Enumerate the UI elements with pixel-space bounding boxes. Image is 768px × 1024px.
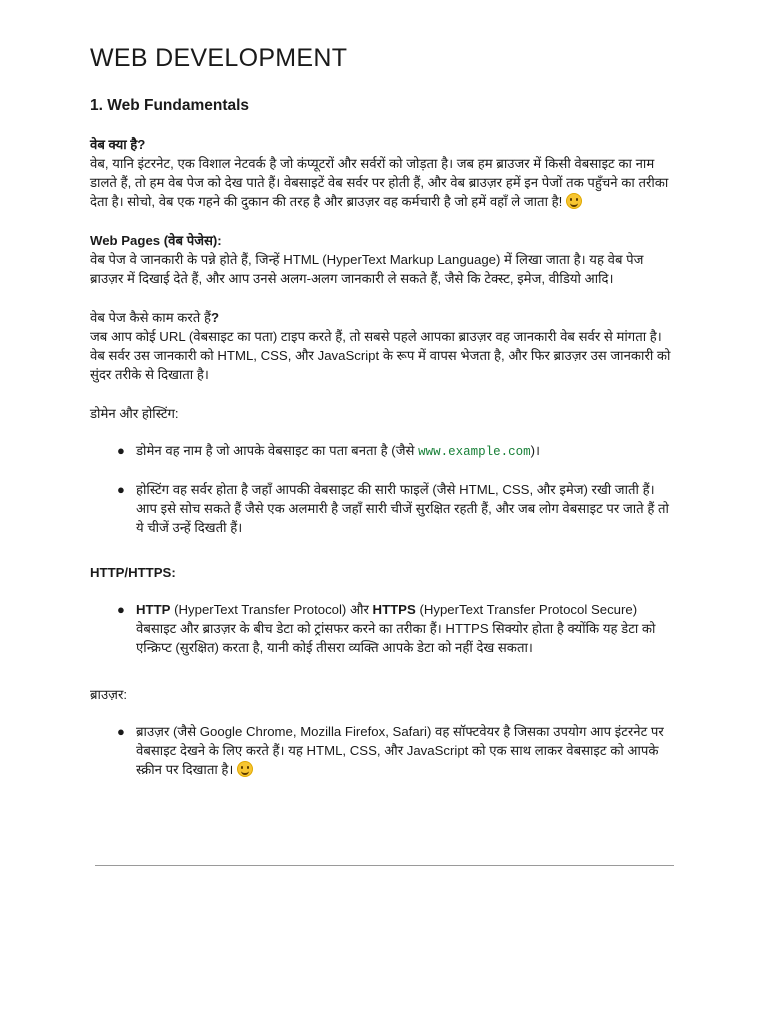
example-url: www.example.com bbox=[418, 445, 531, 459]
how-works-question-mark: ? bbox=[210, 310, 220, 325]
http-term: HTTP bbox=[136, 602, 171, 617]
http-text-2: (HyperText Transfer Protocol Secure) वेबसाइट और ब्राउज़र के बीच डेटा को ट्रांसफर करने का तरीका हैं। HTTPS सिक्योर होता है क्योंकि यह डेटा को एन्क्रिप्ट (सुरक्षित) करता है, यानी कोई तीसरा व्यक्ति आपके डेटा को नहीं देख सकता। bbox=[136, 602, 656, 655]
bullet-icon: ● bbox=[117, 724, 125, 739]
bullet-icon: ● bbox=[117, 482, 125, 497]
browser-heading: ब्राउज़र: bbox=[90, 687, 128, 702]
section-heading: 1. Web Fundamentals bbox=[90, 97, 250, 114]
list-item bbox=[90, 600, 678, 657]
web-what-question: वेब क्या है? bbox=[90, 137, 146, 152]
web-pages-paragraph bbox=[90, 231, 678, 288]
horizontal-divider bbox=[95, 865, 674, 866]
web-what-paragraph bbox=[90, 135, 678, 211]
smiling-face-icon bbox=[237, 761, 253, 777]
http-text-1: (HyperText Transfer Protocol) और bbox=[170, 602, 373, 617]
bullet-icon: ● bbox=[117, 602, 125, 617]
how-works-paragraph bbox=[90, 308, 678, 384]
hosting-bullet-text: होस्टिंग वह सर्वर होता है जहाँ आपकी वेबसाइट की सारी फाइलें (जैसे HTML, CSS, और इमेज) रखी जाती हैं। आप इसे सोच सकते हैं जैसे एक अलमारी है जहाँ सारी चीजें सुरक्षित रहती हैं, और जब लोग वेबसाइट पर जाते हैं तो ये चीजें उन्हें दिखती हैं। bbox=[136, 482, 669, 535]
bullet-icon: ● bbox=[117, 443, 125, 458]
web-pages-text: वेब पेज वे जानकारी के पन्ने होते हैं, जिन्हें HTML (HyperText Markup Language) में लिखा जाता है। यह वेब पेज ब्राउज़र में दिखाई देते हैं, और आप उनसे अलग-अलग जानकारी ले सकते हैं, जैसे कि टेक्स्ट, इमेज, वीडियो आदि। bbox=[90, 252, 644, 286]
list-item bbox=[90, 480, 678, 537]
web-pages-label-hindi: (वेब पेजेस): bbox=[160, 233, 222, 248]
browser-text: ब्राउज़र (जैसे Google Chrome, Mozilla Firefox, Safari) वह सॉफ्टवेयर है जिसका उपयोग आप इंटरनेट पर वेबसाइट देखने के लिए करते हैं। यह HTML, CSS, और JavaScript को एक साथ लाकर वेबसाइट को आपके स्क्रीन पर दिखाता है। bbox=[136, 724, 664, 777]
document-title: WEB DEVELOPMENT bbox=[90, 44, 348, 72]
web-pages-label: Web Pages bbox=[90, 233, 161, 248]
domain-list bbox=[90, 441, 678, 537]
how-works-text: जब आप कोई URL (वेबसाइट का पता) टाइप करते हैं, तो सबसे पहले आपका ब्राउज़र वह जानकारी वेब सर्वर से मांगता है। वेब सर्वर उस जानकारी को HTML, CSS, और JavaScript के रूप में वापस भेजता है, और फिर ब्राउज़र उस जानकारी को सुंदर तरीके से दिखाता है। bbox=[90, 329, 671, 382]
smiling-face-icon bbox=[566, 193, 582, 209]
browser-list bbox=[90, 722, 678, 779]
domain-bullet-pre: डोमेन वह नाम है जो आपके वेबसाइट का पता बनता है (जैसे bbox=[136, 443, 419, 458]
domain-bullet-post: )। bbox=[530, 443, 540, 458]
web-what-text: वेब, यानि इंटरनेट, एक विशाल नेटवर्क है जो कंप्यूटरों और सर्वरों को जोड़ता है। जब हम ब्राउजर में किसी वेबसाइट का नाम डालते हैं, तो हम वेब पेज को देख पाते हैं। वेबसाइटें वेब सर्वर पर होती हैं, और वेब ब्राउज़र हमें इन पेजों तक पहुँचने का तरीका देता है। सोचो, वेब एक गहने की दुकान की तरह है और ब्राउज़र वह कर्मचारी है जो हमें वहाँ ले जाता है! bbox=[90, 156, 669, 209]
list-item bbox=[90, 441, 678, 462]
domain-heading: डोमेन और होस्टिंग: bbox=[90, 406, 179, 421]
http-heading: HTTP/HTTPS: bbox=[90, 565, 176, 580]
list-item bbox=[90, 722, 678, 779]
https-term: HTTPS bbox=[372, 602, 416, 617]
http-list bbox=[90, 600, 678, 657]
how-works-question: वेब पेज कैसे काम करते हैं bbox=[90, 310, 211, 325]
